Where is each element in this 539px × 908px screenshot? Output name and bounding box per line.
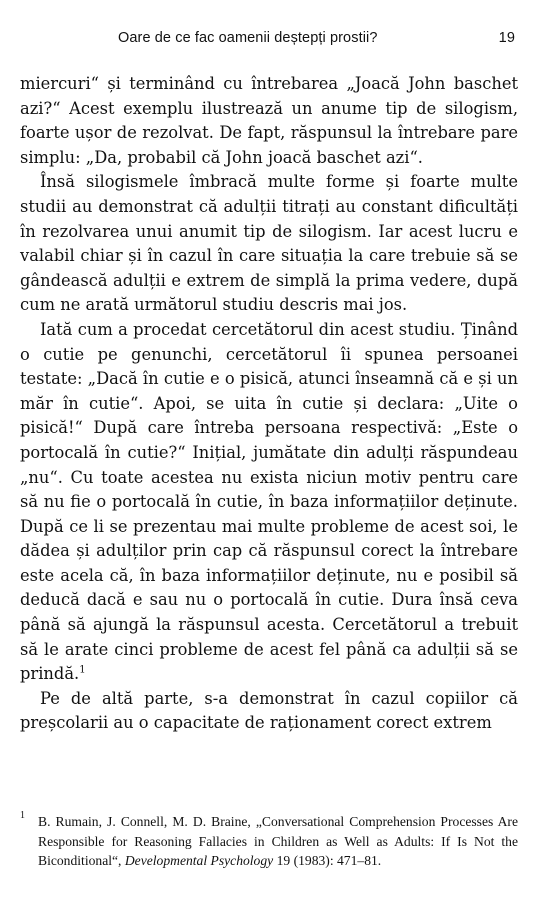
footnote-reference: 1 [79, 664, 86, 676]
body-text [20, 72, 518, 736]
footnote-citation: B. Rumain, J. Connell, M. D. Braine, „Conversational Comprehension Processes Are Responsible for Reasoning Fallacies in Children as Well as Adults: If Is Not the Biconditional“, [38, 814, 518, 868]
paragraph-3-text: Iată cum a procedat cercetătorul din acest studiu. Ținând o cutie pe genunchi, cercetătorul îi spunea persoanei testate: „Dacă în cutie e o pisică, atunci înseamnă că e și un măr în cutie“. Apoi, se uita în cutie și declara: „Uite o pisică!“ După care întreba persoana respectivă: „Este o portocală în cutie?“ Inițial, jumătate din adulți răspundeau „nu“. Cu toate acestea nu exista niciun motiv pentru care să nu fie o portocală în cutie, în baza informațiilor deținute. După ce li se prezentau mai multe probleme de acest soi, le dădea și adulților prin cap că răspunsul corect la întrebare este acela că, în baza informațiilor deținute, nu e posibil să deducă dacă e sau nu o portocală în cutie. Dura însă ceva până să ajungă la răspunsul acesta. Cercetătorul a trebuit să le arate cinci probleme de acest fel până ca adulții să se prindă. [20, 319, 518, 684]
footnote-text [38, 812, 518, 871]
page-number: 19 [498, 30, 515, 46]
footnote-mark: 1 [20, 810, 25, 821]
paragraph-3 [20, 318, 518, 687]
footnote-volume: 19 (1983): 471–81. [276, 853, 382, 868]
paragraph-2: Însă silogismele îmbracă multe forme și foarte multe studii au demonstrat că adulții titrați au constant dificultăți în rezolvarea unui anumit tip de silogism. Iar acest lucru e valabil chiar și în cazul în care situația la care trebuie să se gândească adulții e extrem de simplă la prima vedere, după cum ne arată următorul studiu descris mai jos. [20, 172, 518, 315]
footnote [20, 812, 518, 871]
running-title: Oare de ce fac oamenii deștepți prostii? [118, 30, 378, 46]
footnote-journal: Developmental Psychology [124, 853, 274, 868]
paragraph-4: Pe de altă parte, s-a demonstrat în cazul copiilor că preșcolarii au o capacitate de raționament corect extrem [20, 688, 518, 733]
paragraph-1: miercuri“ și terminând cu întrebarea „Joacă John baschet azi?“ Acest exemplu ilustrează un anume tip de silogism, foarte ușor de rezolvat. De fapt, răspunsul la întrebare pare simplu: „Da, probabil că John joacă baschet azi“. [20, 74, 518, 167]
page-header [118, 30, 515, 52]
